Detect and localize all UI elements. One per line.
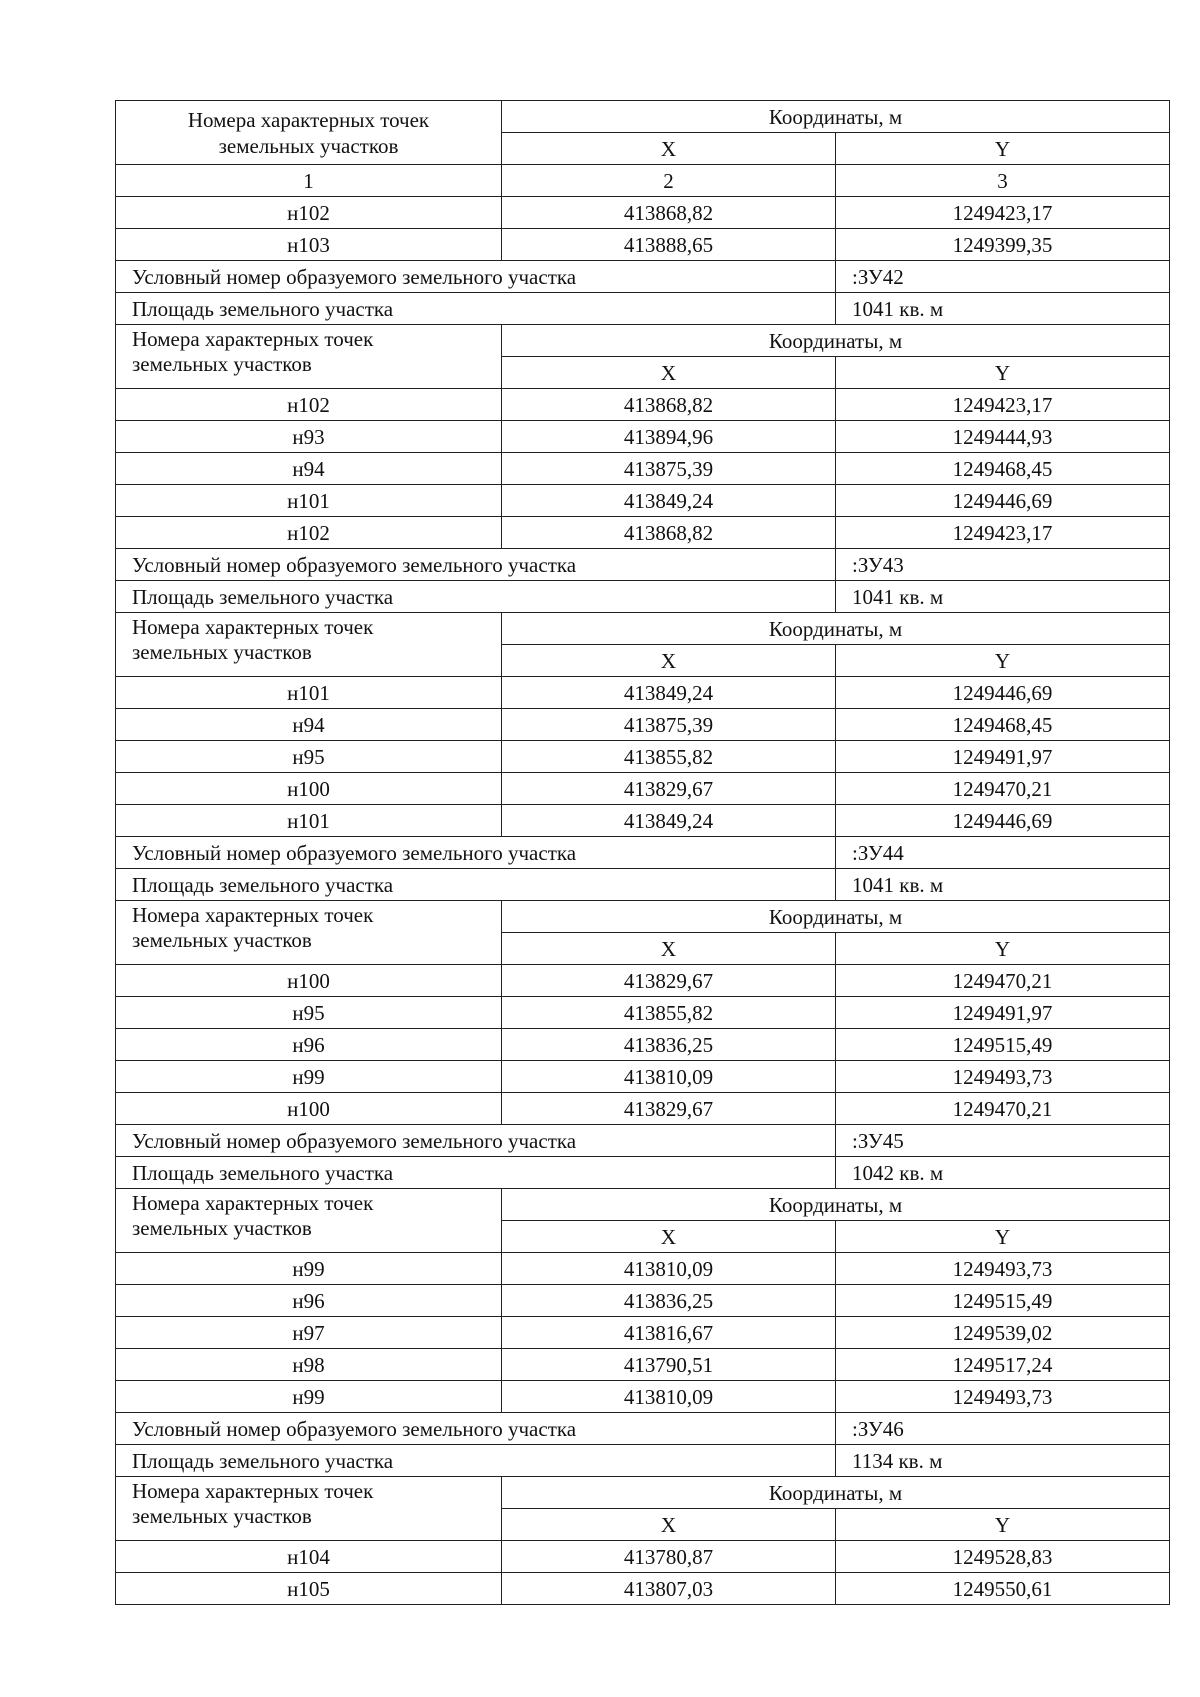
plot-area-value: 1041 кв. м <box>836 293 1170 325</box>
plot-area-row <box>116 869 1170 901</box>
plot-number-value: :ЗУ43 <box>836 549 1170 581</box>
x-coordinate: 413807,03 <box>502 1573 836 1605</box>
points-column-header: Номера характерных точек земельных участков <box>116 901 502 965</box>
y-coordinate: 1249446,69 <box>836 677 1170 709</box>
coordinates-table <box>115 100 1170 1605</box>
x-coordinate: 413780,87 <box>502 1541 836 1573</box>
y-coordinate: 1249517,24 <box>836 1349 1170 1381</box>
table-row <box>116 1253 1170 1285</box>
points-column-header: Номера характерных точек земельных участков <box>116 1477 502 1541</box>
column-number: 3 <box>836 165 1170 197</box>
y-coordinate: 1249493,73 <box>836 1381 1170 1413</box>
point-number: н94 <box>116 453 502 485</box>
plot-area-label: Площадь земельного участка <box>116 581 836 613</box>
points-column-header: Номера характерных точек земельных участков <box>116 1189 502 1253</box>
plot-number-value: :ЗУ45 <box>836 1125 1170 1157</box>
point-number: н103 <box>116 229 502 261</box>
y-coordinate: 1249423,17 <box>836 517 1170 549</box>
x-coordinate: 413888,65 <box>502 229 836 261</box>
coordinates-table-body <box>116 101 1170 1605</box>
x-column-header: X <box>502 1221 836 1253</box>
point-number: н99 <box>116 1381 502 1413</box>
table-row <box>116 677 1170 709</box>
table-row <box>116 453 1170 485</box>
x-coordinate: 413849,24 <box>502 485 836 517</box>
plot-number-value: :ЗУ44 <box>836 837 1170 869</box>
x-coordinate: 413849,24 <box>502 805 836 837</box>
points-column-header: Номера характерных точек земельных участков <box>116 325 502 389</box>
plot-area-row <box>116 293 1170 325</box>
point-number: н104 <box>116 1541 502 1573</box>
y-coordinate: 1249491,97 <box>836 741 1170 773</box>
y-coordinate: 1249491,97 <box>836 997 1170 1029</box>
y-coordinate: 1249444,93 <box>836 421 1170 453</box>
y-coordinate: 1249446,69 <box>836 485 1170 517</box>
x-coordinate: 413868,82 <box>502 517 836 549</box>
point-number: н96 <box>116 1285 502 1317</box>
plot-area-row <box>116 581 1170 613</box>
plot-area-label: Площадь земельного участка <box>116 1445 836 1477</box>
y-coordinate: 1249528,83 <box>836 1541 1170 1573</box>
plot-area-value: 1042 кв. м <box>836 1157 1170 1189</box>
table-row <box>116 421 1170 453</box>
point-number: н100 <box>116 1093 502 1125</box>
point-number: н105 <box>116 1573 502 1605</box>
y-coordinate: 1249515,49 <box>836 1285 1170 1317</box>
table-row <box>116 965 1170 997</box>
table-row <box>116 1061 1170 1093</box>
y-column-header: Y <box>836 645 1170 677</box>
plot-number-label: Условный номер образуемого земельного участка <box>116 1413 836 1445</box>
point-number: н99 <box>116 1253 502 1285</box>
point-number: н95 <box>116 741 502 773</box>
x-coordinate: 413829,67 <box>502 773 836 805</box>
y-coordinate: 1249470,21 <box>836 773 1170 805</box>
point-number: н95 <box>116 997 502 1029</box>
plot-number-value: :ЗУ42 <box>836 261 1170 293</box>
y-column-header: Y <box>836 1221 1170 1253</box>
y-coordinate: 1249423,17 <box>836 197 1170 229</box>
x-coordinate: 413855,82 <box>502 997 836 1029</box>
point-number: н101 <box>116 485 502 517</box>
plot-number-row <box>116 1125 1170 1157</box>
y-coordinate: 1249493,73 <box>836 1253 1170 1285</box>
y-column-header: Y <box>836 933 1170 965</box>
point-number: н100 <box>116 965 502 997</box>
x-coordinate: 413868,82 <box>502 389 836 421</box>
table-row <box>116 389 1170 421</box>
table-row <box>116 1381 1170 1413</box>
table-row <box>116 805 1170 837</box>
table-row <box>116 517 1170 549</box>
table-row <box>116 1093 1170 1125</box>
table-header-row <box>116 101 1170 133</box>
point-number: н94 <box>116 709 502 741</box>
plot-number-row <box>116 837 1170 869</box>
coordinates-header: Координаты, м <box>502 901 1170 933</box>
y-column-header: Y <box>836 357 1170 389</box>
points-column-header: Номера характерных точек земельных участков <box>116 101 502 165</box>
table-row <box>116 1317 1170 1349</box>
x-coordinate: 413810,09 <box>502 1381 836 1413</box>
table-row <box>116 1573 1170 1605</box>
y-coordinate: 1249515,49 <box>836 1029 1170 1061</box>
table-row <box>116 997 1170 1029</box>
plot-area-row <box>116 1445 1170 1477</box>
table-row <box>116 741 1170 773</box>
plot-area-value: 1041 кв. м <box>836 869 1170 901</box>
point-number: н101 <box>116 805 502 837</box>
coordinates-subheader-row <box>116 1189 1170 1221</box>
y-coordinate: 1249423,17 <box>836 389 1170 421</box>
column-number-row <box>116 165 1170 197</box>
x-column-header: X <box>502 357 836 389</box>
x-coordinate: 413816,67 <box>502 1317 836 1349</box>
x-coordinate: 413836,25 <box>502 1285 836 1317</box>
point-number: н102 <box>116 517 502 549</box>
point-number: н96 <box>116 1029 502 1061</box>
plot-area-label: Площадь земельного участка <box>116 293 836 325</box>
plot-number-label: Условный номер образуемого земельного участка <box>116 1125 836 1157</box>
table-row <box>116 1541 1170 1573</box>
x-coordinate: 413829,67 <box>502 965 836 997</box>
y-column-header: Y <box>836 1509 1170 1541</box>
plot-number-label: Условный номер образуемого земельного участка <box>116 837 836 869</box>
coordinates-header: Координаты, м <box>502 1477 1170 1509</box>
x-coordinate: 413829,67 <box>502 1093 836 1125</box>
y-coordinate: 1249446,69 <box>836 805 1170 837</box>
x-coordinate: 413875,39 <box>502 453 836 485</box>
plot-area-label: Площадь земельного участка <box>116 1157 836 1189</box>
x-coordinate: 413894,96 <box>502 421 836 453</box>
x-coordinate: 413855,82 <box>502 741 836 773</box>
x-column-header: X <box>502 645 836 677</box>
coordinates-subheader-row <box>116 901 1170 933</box>
plot-area-value: 1134 кв. м <box>836 1445 1170 1477</box>
coordinates-subheader-row <box>116 325 1170 357</box>
coordinates-header: Координаты, м <box>502 101 1170 133</box>
x-coordinate: 413810,09 <box>502 1253 836 1285</box>
point-number: н100 <box>116 773 502 805</box>
plot-number-row <box>116 1413 1170 1445</box>
plot-number-row <box>116 261 1170 293</box>
column-number: 1 <box>116 165 502 197</box>
y-coordinate: 1249493,73 <box>836 1061 1170 1093</box>
plot-number-label: Условный номер образуемого земельного участка <box>116 261 836 293</box>
table-row <box>116 229 1170 261</box>
y-coordinate: 1249470,21 <box>836 1093 1170 1125</box>
points-column-header: Номера характерных точек земельных участков <box>116 613 502 677</box>
document-page <box>115 100 1169 1605</box>
table-row <box>116 197 1170 229</box>
plot-number-label: Условный номер образуемого земельного участка <box>116 549 836 581</box>
point-number: н93 <box>116 421 502 453</box>
coordinates-subheader-row <box>116 1477 1170 1509</box>
x-coordinate: 413849,24 <box>502 677 836 709</box>
table-row <box>116 709 1170 741</box>
y-coordinate: 1249539,02 <box>836 1317 1170 1349</box>
point-number: н102 <box>116 197 502 229</box>
plot-number-value: :ЗУ46 <box>836 1413 1170 1445</box>
x-coordinate: 413790,51 <box>502 1349 836 1381</box>
coordinates-header: Координаты, м <box>502 325 1170 357</box>
table-row <box>116 773 1170 805</box>
x-coordinate: 413875,39 <box>502 709 836 741</box>
point-number: н99 <box>116 1061 502 1093</box>
plot-area-label: Площадь земельного участка <box>116 869 836 901</box>
y-coordinate: 1249399,35 <box>836 229 1170 261</box>
table-row <box>116 485 1170 517</box>
y-coordinate: 1249468,45 <box>836 709 1170 741</box>
x-column-header: X <box>502 933 836 965</box>
plot-area-value: 1041 кв. м <box>836 581 1170 613</box>
point-number: н101 <box>116 677 502 709</box>
point-number: н98 <box>116 1349 502 1381</box>
x-coordinate: 413810,09 <box>502 1061 836 1093</box>
coordinates-header: Координаты, м <box>502 613 1170 645</box>
y-column-header: Y <box>836 133 1170 165</box>
point-number: н97 <box>116 1317 502 1349</box>
y-coordinate: 1249550,61 <box>836 1573 1170 1605</box>
table-row <box>116 1285 1170 1317</box>
coordinates-header: Координаты, м <box>502 1189 1170 1221</box>
table-row <box>116 1349 1170 1381</box>
column-number: 2 <box>502 165 836 197</box>
point-number: н102 <box>116 389 502 421</box>
x-column-header: X <box>502 133 836 165</box>
x-column-header: X <box>502 1509 836 1541</box>
plot-number-row <box>116 549 1170 581</box>
plot-area-row <box>116 1157 1170 1189</box>
y-coordinate: 1249468,45 <box>836 453 1170 485</box>
x-coordinate: 413836,25 <box>502 1029 836 1061</box>
y-coordinate: 1249470,21 <box>836 965 1170 997</box>
coordinates-subheader-row <box>116 613 1170 645</box>
x-coordinate: 413868,82 <box>502 197 836 229</box>
table-row <box>116 1029 1170 1061</box>
